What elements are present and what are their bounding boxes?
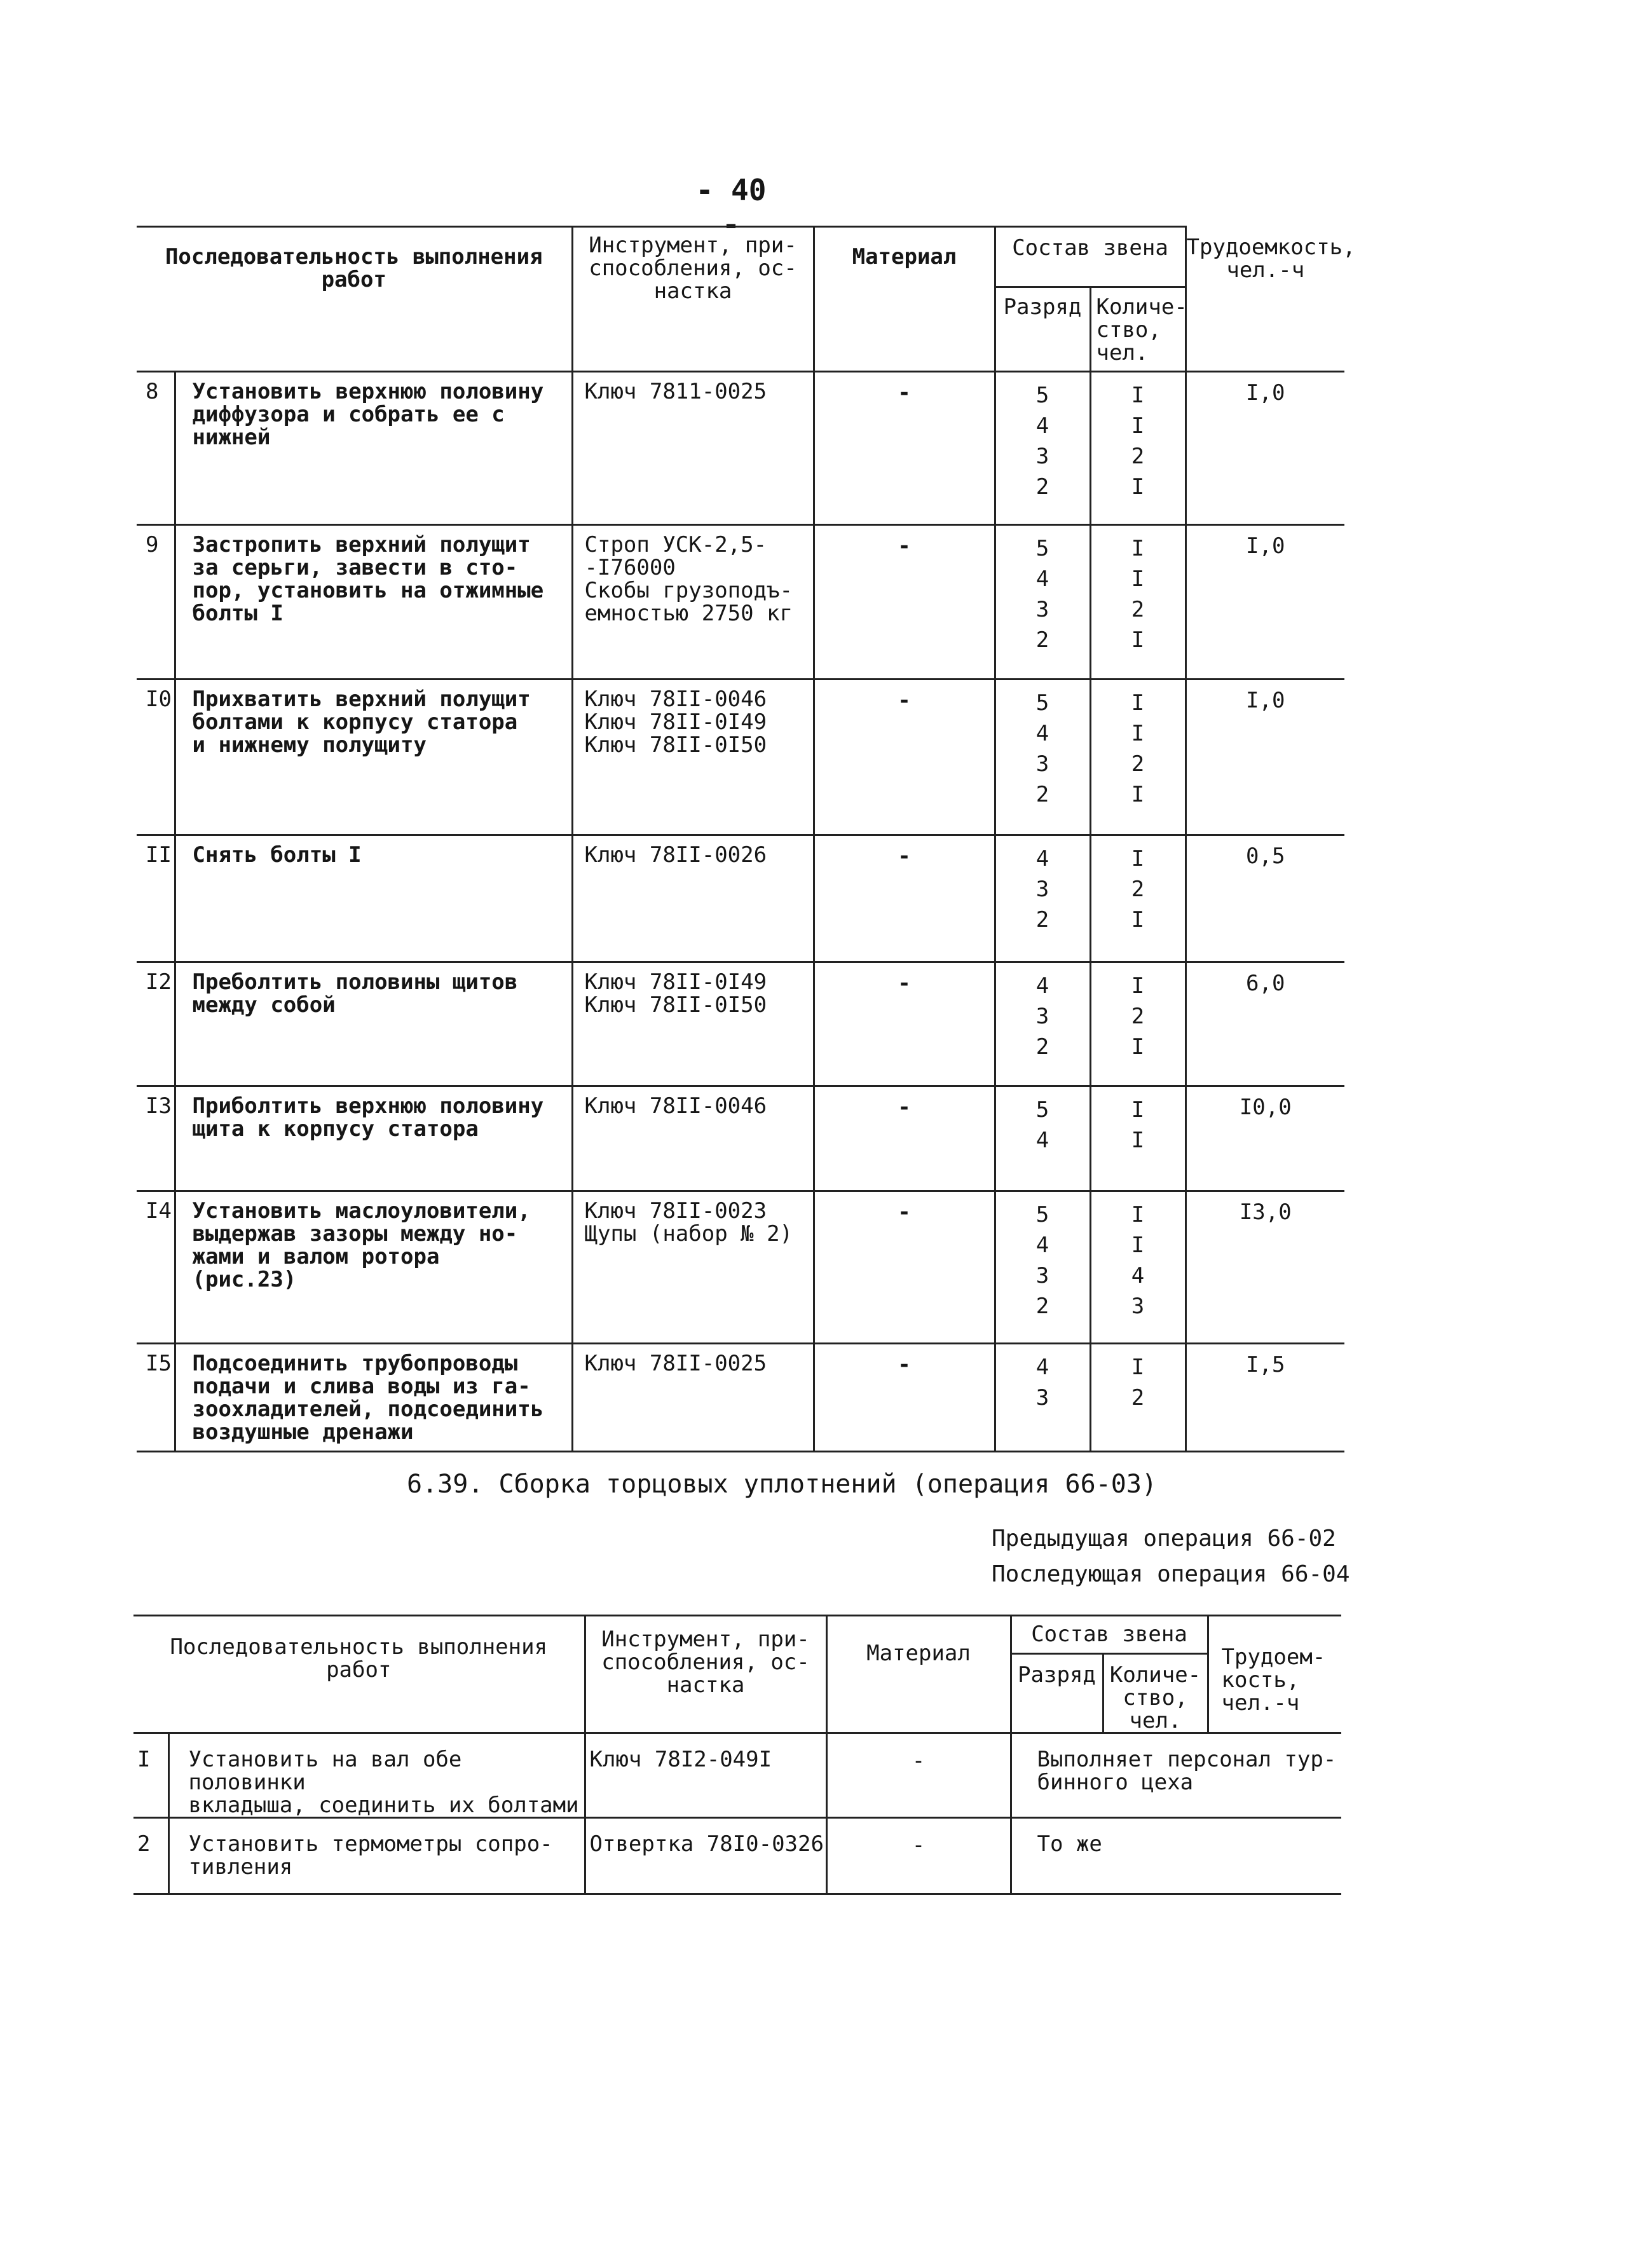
row-labor: I0,0 (1185, 1086, 1344, 1191)
count-value: I (1131, 383, 1145, 408)
row-grades (995, 680, 1090, 835)
row-grades (995, 1086, 1090, 1191)
row-number: 2 (133, 1818, 168, 1894)
row-counts (1090, 525, 1185, 680)
row-material: - (814, 372, 995, 525)
count-value: 2 (1131, 751, 1145, 777)
count-value: I (1131, 1128, 1145, 1153)
table-row (137, 1344, 1344, 1452)
row-counts (1090, 1344, 1185, 1452)
row-work: Установить верхнюю половину диффузора и собрать ее с нижней (175, 372, 572, 525)
row-tools: Ключ 78II-0046 Ключ 78II-0I49 Ключ 78II-0I50 (572, 680, 814, 835)
row-tools: Строп УСК-2,5- -I76000 Скобы грузоподъ- емностью 2750 кг (572, 525, 814, 680)
row-labor: I,0 (1185, 372, 1344, 525)
count-value: I (1131, 413, 1145, 439)
row-grades (995, 1191, 1090, 1344)
table-row (137, 1086, 1344, 1191)
operations-table-1 (137, 226, 1356, 1452)
grade-value: 2 (1035, 474, 1049, 500)
row-tools: Ключ 78II-0025 (572, 1344, 814, 1452)
table-row (133, 1818, 1341, 1894)
row-material: - (814, 835, 995, 962)
header-tools: Инструмент, при- способления, ос- настка (585, 1616, 826, 1733)
count-value: I (1131, 846, 1145, 871)
grade-value: 2 (1035, 907, 1049, 932)
row-grades (995, 962, 1090, 1086)
row-work: Снять болты I (175, 835, 572, 962)
page-number: - 40 - (695, 173, 767, 242)
previous-operation: Предыдущая операция 66-02 (992, 1526, 1336, 1552)
grade-value: 3 (1035, 1385, 1049, 1411)
row-number: I2 (137, 962, 175, 1086)
grade-value: 3 (1035, 1263, 1049, 1288)
row-material: - (814, 525, 995, 680)
grade-value: 4 (1035, 566, 1049, 592)
row-tools: Ключ 78II-0026 (572, 835, 814, 962)
header-labor: Трудоем- кость, чел.-ч (1208, 1616, 1341, 1733)
count-value: I (1131, 1034, 1145, 1060)
row-tools: Отвертка 78I0-0326 (585, 1818, 826, 1894)
count-value: 2 (1131, 1385, 1145, 1411)
row-work: Приболтить верхнюю половину щита к корпусу статора (175, 1086, 572, 1191)
count-value: I (1131, 782, 1145, 807)
count-value: I (1131, 721, 1145, 746)
count-value: 3 (1131, 1294, 1145, 1319)
grade-value: 4 (1035, 846, 1049, 871)
table-row (137, 835, 1344, 962)
row-number: I5 (137, 1344, 175, 1452)
grade-value: 2 (1035, 1034, 1049, 1060)
header-count: Количе- ство, чел. (1090, 287, 1185, 372)
row-tools: Ключ 78II-0I49 Ключ 78II-0I50 (572, 962, 814, 1086)
row-labor: 6,0 (1185, 962, 1344, 1086)
row-work: Прихватить верхний полущит болтами к корпусу статора и нижнему полущиту (175, 680, 572, 835)
header-tools: Инструмент, при- способления, ос- настка (572, 227, 814, 372)
row-number: 9 (137, 525, 175, 680)
row-material: - (826, 1733, 1011, 1818)
row-tools: Ключ 7811-0025 (572, 372, 814, 525)
table-row (137, 962, 1344, 1086)
count-value: I (1131, 1097, 1145, 1123)
row-counts (1090, 1086, 1185, 1191)
row-work: Преболтить половины щитов между собой (175, 962, 572, 1086)
header-material: Материал (814, 227, 995, 372)
next-operation: Последующая операция 66-04 (992, 1561, 1350, 1587)
grade-value: 2 (1035, 627, 1049, 653)
row-material: - (814, 962, 995, 1086)
header-count: Количе- ство, чел. (1103, 1654, 1208, 1733)
header-grade: Разряд (995, 287, 1090, 372)
table-row (137, 372, 1344, 525)
count-value: I (1131, 474, 1145, 500)
header-grade: Разряд (1011, 1654, 1103, 1733)
count-value: 2 (1131, 877, 1145, 902)
row-number: I3 (137, 1086, 175, 1191)
header-crew: Состав звена (1011, 1616, 1208, 1654)
count-value: I (1131, 1202, 1145, 1227)
header-labor: Трудоемкость, чел.-ч (1185, 227, 1344, 372)
row-grades (995, 1344, 1090, 1452)
count-value: 2 (1131, 597, 1145, 622)
count-value: I (1131, 973, 1145, 999)
count-value: 2 (1131, 444, 1145, 469)
table-row (137, 680, 1344, 835)
row-tools: Ключ 78II-0023 Щупы (набор № 2) (572, 1191, 814, 1344)
row-counts (1090, 962, 1185, 1086)
row-grades (995, 525, 1090, 680)
grade-value: 5 (1035, 1202, 1049, 1227)
row-work: Подсоединить трубопроводы подачи и слива воды из га- зоохладителей, подсоединить воздушные дренажи (175, 1344, 572, 1452)
grade-value: 2 (1035, 1294, 1049, 1319)
grade-value: 4 (1035, 973, 1049, 999)
row-material: - (826, 1818, 1011, 1894)
grade-value: 3 (1035, 597, 1049, 622)
row-labor: I3,0 (1185, 1191, 1344, 1344)
row-number: I (133, 1733, 168, 1818)
row-counts (1090, 372, 1185, 525)
row-number: II (137, 835, 175, 962)
row-number: 8 (137, 372, 175, 525)
header-work: Последовательность выполнения работ (137, 227, 572, 372)
row-counts (1090, 1191, 1185, 1344)
row-grades (995, 835, 1090, 962)
section-title: 6.39. Сборка торцовых уплотнений (операция 66-03) (407, 1470, 1158, 1499)
row-labor: I,0 (1185, 525, 1344, 680)
grade-value: 5 (1035, 536, 1049, 561)
grade-value: 5 (1035, 1097, 1049, 1123)
grade-value: 3 (1035, 444, 1049, 469)
table-row (133, 1733, 1341, 1818)
count-value: I (1131, 566, 1145, 592)
grade-value: 5 (1035, 383, 1049, 408)
row-material: - (814, 1191, 995, 1344)
header-work: Последовательность выполнения работ (133, 1616, 585, 1733)
header-crew: Состав звена (995, 227, 1185, 287)
count-value: I (1131, 690, 1145, 716)
row-counts (1090, 680, 1185, 835)
count-value: I (1131, 536, 1145, 561)
row-material: - (814, 1086, 995, 1191)
grade-value: 4 (1035, 1128, 1049, 1153)
grade-value: 2 (1035, 782, 1049, 807)
grade-value: 4 (1035, 1355, 1049, 1380)
row-counts (1090, 835, 1185, 962)
grade-value: 4 (1035, 413, 1049, 439)
row-grades (995, 372, 1090, 525)
row-crew-note: Выполняет персонал тур- бинного цеха (1011, 1733, 1341, 1818)
operations-table-2 (133, 1615, 1341, 1895)
row-work: Установить маслоуловители, выдержав зазоры между но- жами и валом ротора (рис.23) (175, 1191, 572, 1344)
row-tools: Ключ 78I2-049I (585, 1733, 826, 1818)
grade-value: 4 (1035, 1233, 1049, 1258)
count-value: 2 (1131, 1004, 1145, 1029)
row-material: - (814, 1344, 995, 1452)
row-material: - (814, 680, 995, 835)
row-crew-note: То же (1011, 1818, 1341, 1894)
count-value: I (1131, 907, 1145, 932)
row-number: I0 (137, 680, 175, 835)
grade-value: 4 (1035, 721, 1049, 746)
count-value: I (1131, 1355, 1145, 1380)
row-work: Установить на вал обе половинки вкладыша, соединить их болтами (168, 1733, 585, 1818)
grade-value: 3 (1035, 751, 1049, 777)
row-work: Застропить верхний полущит за серьги, завести в сто- пор, установить на отжимные болты I (175, 525, 572, 680)
row-labor: I,5 (1185, 1344, 1344, 1452)
row-tools: Ключ 78II-0046 (572, 1086, 814, 1191)
grade-value: 3 (1035, 877, 1049, 902)
table-row (137, 1191, 1344, 1344)
row-labor: I,0 (1185, 680, 1344, 835)
header-material: Материал (826, 1616, 1011, 1733)
count-value: I (1131, 627, 1145, 653)
row-work: Установить термометры сопро- тивления (168, 1818, 585, 1894)
table-row (137, 525, 1344, 680)
count-value: 4 (1131, 1263, 1145, 1288)
grade-value: 5 (1035, 690, 1049, 716)
count-value: I (1131, 1233, 1145, 1258)
row-labor: 0,5 (1185, 835, 1344, 962)
grade-value: 3 (1035, 1004, 1049, 1029)
row-number: I4 (137, 1191, 175, 1344)
